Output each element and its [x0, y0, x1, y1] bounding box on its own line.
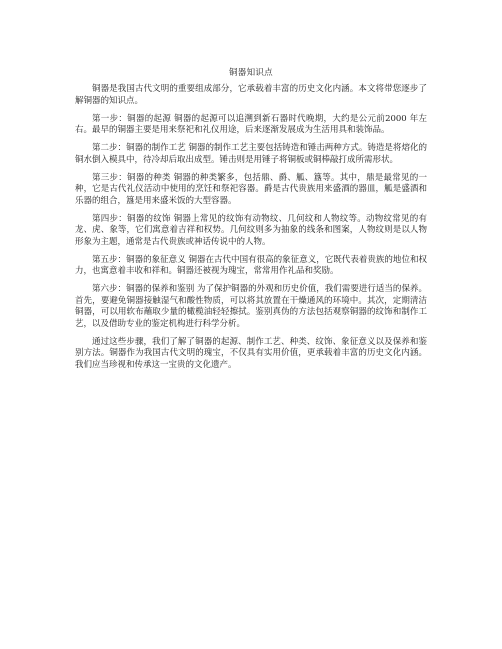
- step-2-craft-paragraph: 第二步：铜器的制作工艺 铜器的制作工艺主要包括铸造和锤击两种方式。铸造是将熔化的铜水倒入模具中，待冷却后取出成型。锤击则是用锤子将铜板或铜棒敲打成所需形状。: [75, 143, 427, 165]
- document-body: [75, 84, 427, 378]
- step-6-care-paragraph: 第六步：铜器的保养和鉴别 为了保护铜器的外观和历史价值，我们需要进行适当的保养。首先，要避免铜器接触湿气和酸性物质，可以将其放置在干燥通风的环境中。其次，定期清洁铜器，可以用软布蘸取少量的橄榄油轻轻擦拭。鉴别真伪的方法包括观察铜器的纹饰和制作工艺，以及借助专业的鉴定机构进行科学分析。: [75, 284, 427, 329]
- conclusion-paragraph: 通过这些步骤，我们了解了铜器的起源、制作工艺、种类、纹饰、象征意义以及保养和鉴别方法。铜器作为我国古代文明的瑰宝，不仅具有实用价值，更承载着丰富的历史文化内涵。我们应当珍视和传承这一宝贵的文化遗产。: [75, 336, 427, 370]
- step-4-patterns-paragraph: 第四步：铜器的纹饰 铜器上常见的纹饰有动物纹、几何纹和人物纹等。动物纹常见的有龙、虎、象等，它们寓意着吉祥和权势。几何纹则多为抽象的线条和图案，人物纹则是以人物形象为主题，通常是古代贵族或神话传说中的人物。: [75, 213, 427, 247]
- step-3-types-paragraph: 第三步：铜器的种类 铜器的种类繁多，包括鼎、爵、觚、簋等。其中，鼎是最常见的一种，它是古代礼仪活动中使用的烹饪和祭祀容器。爵是古代贵族用来盛酒的器皿，觚是盛酒和乐器的组合，簋是用来盛米饭的大型容器。: [75, 172, 427, 206]
- step-5-symbolism-paragraph: 第五步：铜器的象征意义 铜器在古代中国有很高的象征意义，它既代表着贵族的地位和权力，也寓意着丰收和祥和。铜器还被视为瑰宝，常常用作礼品和奖励。: [75, 254, 427, 276]
- step-1-origin-paragraph: 第一步：铜器的起源 铜器的起源可以追溯到新石器时代晚期，大约是公元前2000 年左右。最早的铜器主要是用来祭祀和礼仪用途，后来逐渐发展成为生活用具和装饰品。: [75, 113, 427, 135]
- intro-paragraph: 铜器是我国古代文明的重要组成部分，它承载着丰富的历史文化内涵。本文将带您逐步了解铜器的知识点。: [75, 84, 427, 106]
- document-title: 铜器知识点: [228, 68, 273, 78]
